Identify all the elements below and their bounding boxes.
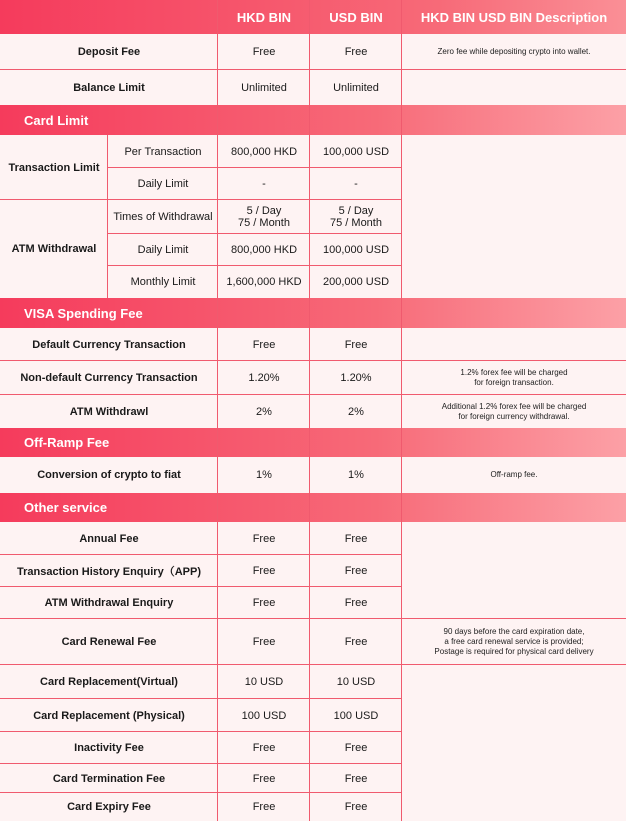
grid-line (0, 554, 402, 555)
expiry-fee-label: Card Expiry Fee (0, 793, 218, 821)
atm-daily-limit-usd: 100,000 USD (310, 234, 402, 266)
visa-atm-withdrawl-desc (402, 395, 626, 428)
grid-line (0, 731, 402, 732)
other-service-desc-bottom (402, 665, 626, 821)
balance-limit-label: Balance Limit (0, 70, 218, 105)
conversion-desc: Off-ramp fee. (402, 457, 626, 493)
default-currency-label: Default Currency Transaction (0, 328, 218, 361)
atm-monthly-limit-label: Monthly Limit (108, 266, 218, 298)
header-description: HKD BIN USD BIN Description (420, 9, 608, 25)
times-of-withdrawal-usd (310, 200, 402, 234)
times-hkd-day: 5 / Day (246, 205, 282, 217)
conversion-label: Conversion of crypto to fiat (0, 457, 218, 493)
annual-fee-usd: Free (310, 522, 402, 555)
replace-physical-label: Card Replacement (Physical) (0, 699, 218, 732)
transaction-daily-limit-label: Daily Limit (108, 168, 218, 200)
times-usd-month: 75 / Month (330, 217, 382, 229)
atm-daily-limit-label: Daily Limit (108, 234, 218, 266)
atm-enquiry-label: ATM Withdrawal Enquiry (0, 587, 218, 619)
history-enquiry-label: Transaction History Enquiry（APP) (0, 555, 218, 587)
expiry-fee-usd: Free (310, 793, 402, 821)
inactivity-fee-label: Inactivity Fee (0, 732, 218, 764)
transaction-limit-label: Transaction Limit (0, 135, 108, 200)
per-transaction-hkd: 800,000 HKD (218, 135, 310, 168)
termination-fee-label: Card Termination Fee (0, 764, 218, 793)
deposit-fee-label: Deposit Fee (0, 34, 218, 70)
visa-atm-desc-line1: Additional 1.2% forex fee will be charged (441, 401, 587, 411)
atm-monthly-limit-hkd: 1,600,000 HKD (218, 266, 310, 298)
grid-line (108, 167, 402, 168)
section-visa-spending-fee: VISA Spending Fee (0, 298, 626, 328)
card-limit-desc (402, 135, 626, 298)
header-usd-bin: USD BIN (329, 9, 383, 25)
card-renewal-label: Card Renewal Fee (0, 619, 218, 665)
times-usd-day: 5 / Day (338, 205, 374, 217)
balance-limit-usd: Unlimited (310, 70, 402, 105)
annual-fee-hkd: Free (218, 522, 310, 555)
grid-line (0, 618, 626, 619)
inactivity-fee-hkd: Free (218, 732, 310, 764)
default-currency-hkd: Free (218, 328, 310, 361)
section-other-service: Other service (0, 493, 626, 522)
replace-virtual-label: Card Replacement(Virtual) (0, 665, 218, 699)
termination-fee-usd: Free (310, 764, 402, 793)
grid-line (0, 664, 626, 665)
balance-limit-hkd: Unlimited (218, 70, 310, 105)
balance-limit-desc (402, 70, 626, 105)
section-off-ramp-fee: Off-Ramp Fee (0, 428, 626, 457)
grid-line (0, 69, 626, 70)
nondefault-desc-line1: 1.2% forex fee will be charged (460, 368, 568, 377)
renewal-desc-line1: 90 days before the card expiration date, (443, 627, 585, 636)
grid-line (107, 135, 108, 298)
atm-daily-limit-hkd: 800,000 HKD (218, 234, 310, 266)
times-of-withdrawal-hkd (218, 200, 310, 234)
nondefault-currency-usd: 1.20% (310, 361, 402, 395)
atm-enquiry-usd: Free (310, 587, 402, 619)
grid-line (0, 394, 626, 395)
atm-withdrawal-label: ATM Withdrawal (0, 200, 108, 298)
deposit-fee-desc: Zero fee while depositing crypto into wallet. (402, 34, 626, 70)
other-service-desc-top (402, 522, 626, 619)
nondefault-currency-label: Non-default Currency Transaction (0, 361, 218, 395)
expiry-fee-hkd: Free (218, 793, 310, 821)
visa-atm-desc-line2: for foreign currency withdrawal. (458, 411, 570, 421)
deposit-fee-usd: Free (310, 34, 402, 70)
visa-atm-withdrawl-usd: 2% (310, 395, 402, 428)
card-renewal-usd: Free (310, 619, 402, 665)
replace-physical-hkd: 100 USD (218, 699, 310, 732)
nondefault-currency-hkd: 1.20% (218, 361, 310, 395)
grid-line (108, 233, 402, 234)
visa-atm-withdrawl-label: ATM Withdrawl (0, 395, 218, 428)
visa-atm-withdrawl-hkd: 2% (218, 395, 310, 428)
grid-line (108, 265, 402, 266)
default-currency-usd: Free (310, 328, 402, 361)
inactivity-fee-usd: Free (310, 732, 402, 764)
grid-line (0, 586, 402, 587)
history-enquiry-hkd: Free (218, 555, 310, 587)
card-renewal-hkd: Free (218, 619, 310, 665)
atm-enquiry-hkd: Free (218, 587, 310, 619)
transaction-daily-limit-hkd: - (218, 168, 310, 200)
deposit-fee-hkd: Free (218, 34, 310, 70)
times-hkd-month: 75 / Month (238, 217, 290, 229)
times-of-withdrawal-label: Times of Withdrawal (108, 200, 218, 234)
termination-fee-hkd: Free (218, 764, 310, 793)
nondefault-desc-line2: for foreign transaction. (474, 378, 554, 387)
header-hkd-bin: HKD BIN (236, 9, 292, 25)
nondefault-currency-desc (402, 361, 626, 395)
grid-line (0, 360, 626, 361)
renewal-desc-line3: Postage is required for physical card delivery (434, 647, 594, 656)
section-card-limit: Card Limit (0, 105, 626, 135)
renewal-desc-line2: a free card renewal service is provided; (444, 637, 584, 646)
grid-line (0, 698, 402, 699)
card-renewal-desc (402, 619, 626, 665)
grid-line (0, 763, 402, 764)
per-transaction-label: Per Transaction (108, 135, 218, 168)
conversion-hkd: 1% (218, 457, 310, 493)
conversion-usd: 1% (310, 457, 402, 493)
annual-fee-label: Annual Fee (0, 522, 218, 555)
replace-virtual-hkd: 10 USD (218, 665, 310, 699)
per-transaction-usd: 100,000 USD (310, 135, 402, 168)
transaction-daily-limit-usd: - (310, 168, 402, 200)
grid-line (0, 792, 402, 793)
atm-monthly-limit-usd: 200,000 USD (310, 266, 402, 298)
replace-virtual-usd: 10 USD (310, 665, 402, 699)
default-currency-desc (402, 328, 626, 361)
history-enquiry-usd: Free (310, 555, 402, 587)
grid-line (0, 199, 402, 200)
replace-physical-usd: 100 USD (310, 699, 402, 732)
